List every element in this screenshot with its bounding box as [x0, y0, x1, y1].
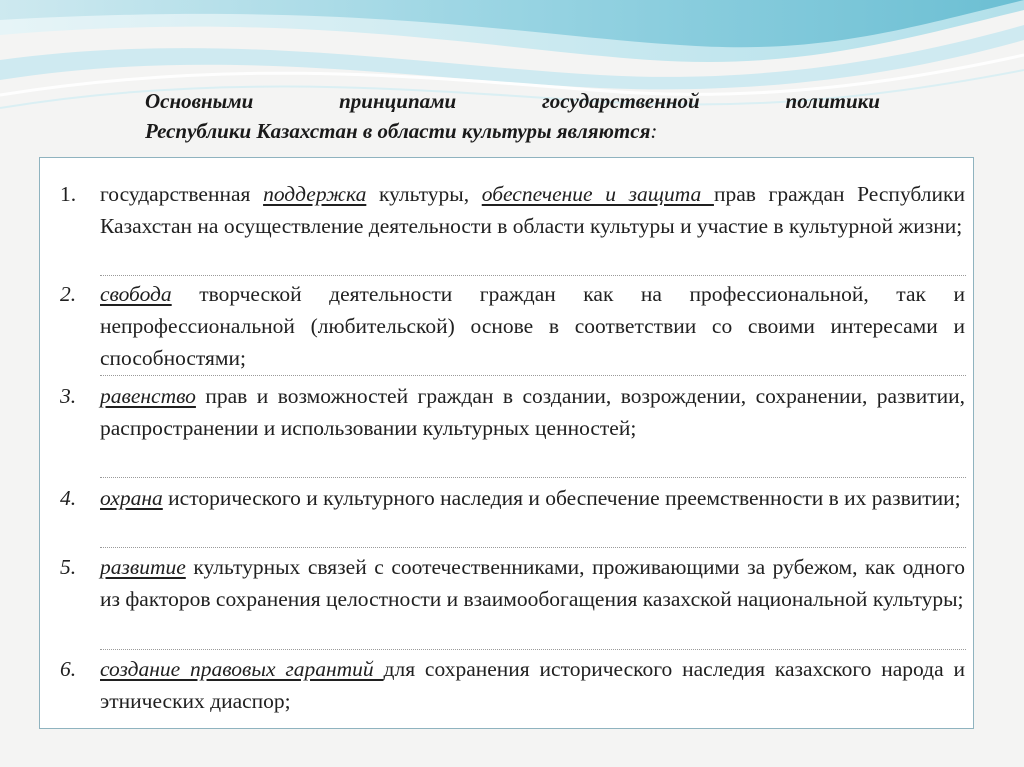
title-word: государственной: [542, 89, 700, 113]
item-text-run: культурных связей с соотечественниками, проживающими за рубежом, как одного из факторов сохранения целостности и взаимообогащения казахской национальной культуры;: [100, 555, 965, 611]
list-item-text: [100, 380, 965, 444]
list-item-number: 4.: [60, 486, 77, 510]
emphasized-term: развитие: [100, 555, 186, 579]
emphasized-term: поддержка: [263, 182, 367, 206]
list-item-number: 1.: [60, 182, 77, 206]
list-separator: [100, 477, 966, 478]
emphasized-term: создание правовых гарантий: [100, 657, 384, 681]
emphasized-term: свобода: [100, 282, 172, 306]
list-item-text: [100, 551, 965, 615]
list-item-number: 6.: [60, 657, 77, 681]
list-separator: [100, 275, 966, 276]
list-item-text: [100, 278, 965, 374]
list-item-number: 3.: [60, 384, 77, 408]
item-text-run: государственная: [100, 182, 264, 206]
item-text-run: для сохранения исторического наследия казахского народа и этнических диаспор;: [100, 657, 965, 713]
item-text-run: творческой деятельности граждан как на профессиональной, так и непрофессиональной (любительской) основе в соответствии со своими интересами и способностями;: [100, 282, 965, 370]
item-text-run: прав граждан Республики Казахстан на осуществление деятельности в области культуры и участие в культурной жизни;: [100, 182, 965, 238]
list-item-4: [60, 482, 965, 514]
slide-title-line-1: [145, 86, 880, 116]
list-item-6: [60, 653, 965, 717]
emphasized-term: равенство: [100, 384, 196, 408]
list-separator: [100, 649, 966, 650]
emphasized-term: обеспечение и защита: [481, 182, 714, 206]
list-item-3: [60, 380, 965, 444]
slide-title: [145, 86, 880, 146]
list-separator: [100, 547, 966, 548]
list-item-text: [100, 482, 965, 514]
title-word: принципами: [339, 89, 457, 113]
title-word: Основными: [145, 89, 254, 113]
slide-title-line-2: Республики Казахстан в области культуры являются:: [145, 119, 658, 143]
list-item-2: [60, 278, 965, 374]
list-item-number: 5.: [60, 555, 77, 579]
list-item-1: [60, 178, 965, 242]
list-separator: [100, 375, 966, 376]
emphasized-term: охрана: [100, 486, 163, 510]
item-text-run: исторического и культурного наследия и обеспечение преемственности в их развитии;: [162, 486, 961, 510]
list-item-5: [60, 551, 965, 615]
title-word: политики: [785, 89, 880, 113]
list-item-text: [100, 178, 965, 242]
item-text-run: культуры,: [366, 182, 482, 206]
item-text-run: прав и возможностей граждан в создании, возрождении, сохранении, развитии, распространении и использовании культурных ценностей;: [100, 384, 965, 440]
list-item-number: 2.: [60, 282, 77, 306]
list-item-text: [100, 653, 965, 717]
principles-list-box: [39, 157, 974, 729]
